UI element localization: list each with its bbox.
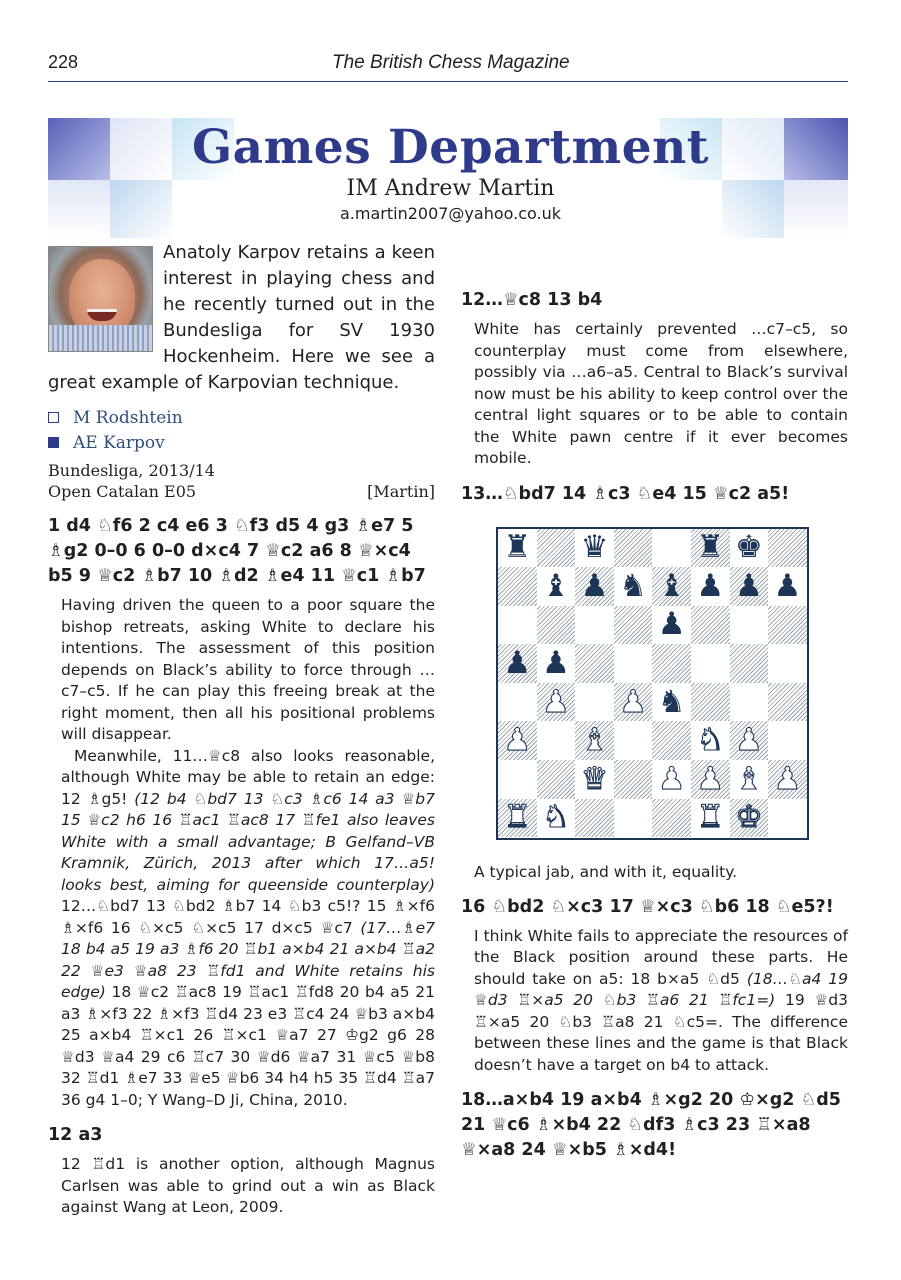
square-c8 [575,529,614,568]
note-paragraph: White has certainly prevented …c7–c5, so counterplay must come from elsewhere, possibly via …a6–a5. Central to Black’s survival now must be his ability to keep control over the central light squares or to be able to contain the White pawn centre if it ever becomes mobile. [474,320,848,467]
white-king-icon: ♚ [734,799,763,836]
players-block [48,406,435,456]
square-f8 [691,529,730,568]
annotator: [Martin] [367,482,435,501]
black-knight-icon: ♞ [619,567,647,604]
white-pawn-icon: ♟ [657,760,686,797]
square-a2 [498,760,537,799]
moves-16-18: 16 ♘bd2 ♘×c3 17 ♕×c3 ♘b6 18 ♘e5?! [461,896,834,917]
square-b2 [537,760,576,799]
square-a4 [498,683,537,722]
square-c3 [575,721,614,760]
square-b6 [537,606,576,645]
square-h7 [768,567,807,606]
white-player: M Rodshtein [73,408,183,428]
square-b3 [537,721,576,760]
note-paragraph [474,926,848,1077]
annotation-move-11 [48,595,435,1111]
move-12: 12 a3 [48,1125,103,1145]
square-g8 [730,529,769,568]
black-knight-icon: ♞ [657,683,686,720]
event-name: Bundesliga, 2013/14 [48,461,215,480]
square-h5 [768,644,807,683]
square-a6 [498,606,537,645]
white-pawn-icon: ♟ [541,683,570,720]
white-knight-icon: ♞ [696,722,725,759]
note-text: 12…♘bd7 13 ♘bd2 ♗b7 14 ♘b3 c5!? 15 ♗×f6 ♗×f6 16 ♘×c5 ♘×c5 17 d×c5 ♕c7 [61,897,435,937]
note-text: Meanwhile, 11…♕c8 also looks reasonable, although White may be able to retain an edge: 12 ♗g5! [61,746,435,808]
black-pawn-icon: ♟ [696,567,725,604]
white-bishop-icon: ♝ [580,722,609,759]
square-e3 [652,721,691,760]
left-column [48,240,435,1219]
magazine-title: The British Chess Magazine [332,52,570,73]
moves-13-15: 13…♘bd7 14 ♗c3 ♘e4 15 ♕c2 a5! [461,483,790,504]
opening-row [48,481,435,502]
intro-paragraph: Anatoly Karpov retains a keen interest in playing chess and he recently turned out in the Bundesliga for SV 1930 Hockenheim. Here we see a great example of Karpovian technique. [48,242,435,393]
square-h6 [768,606,807,645]
square-d8 [614,529,653,568]
event-info [48,460,435,502]
square-e7 [652,567,691,606]
running-head [48,48,848,82]
page-number: 228 [48,52,79,72]
white-rook-icon: ♜ [696,799,725,836]
white-pawn-icon: ♟ [773,760,802,797]
square-b5 [537,644,576,683]
black-pawn-icon: ♟ [657,606,686,643]
square-f2 [691,760,730,799]
square-c1 [575,799,614,838]
chess-board [498,529,807,838]
square-b4 [537,683,576,722]
note-paragraph [61,746,435,1112]
white-bishop-icon: ♝ [734,760,763,797]
note-paragraph: Having driven the queen to a poor square the bishop retreats, asking White to declare his intentions. The assessment of this position depends on Black’s ability to force through …c7–c5. If he can play this freeing break at the right moment, then all his positional problems will disappear. [61,596,435,743]
black-square-icon [48,437,59,448]
white-square-icon [48,412,59,423]
black-player: AE Karpov [73,433,165,453]
note-text: 19 ♕d3 ♖×a5 20 ♘b3 ♖a8 21 ♘c5=. The difference between these lines and the game is that Black doesn’t have a target on b4 to attack. [474,991,849,1074]
white-pawn-icon: ♟ [696,760,725,797]
annotation-move-13 [461,319,848,470]
square-g3 [730,721,769,760]
square-d2 [614,760,653,799]
page-title: Games Department [191,120,709,175]
square-b1 [537,799,576,838]
note-variation: (17…♗e7 18 b4 a5 19 a3 ♗f6 20 ♖b1 a×b4 21 a×b4 ♖a2 22 ♕e3 ♕a8 23 ♖fd1 and White retains his edge) [61,918,435,1001]
square-e6 [652,606,691,645]
black-king-icon: ♚ [734,529,763,566]
white-pawn-icon: ♟ [619,683,647,720]
white-pawn-icon: ♟ [503,722,532,759]
annotation-move-18 [461,926,848,1077]
square-f6 [691,606,730,645]
note-text: 18 ♕c2 ♖ac8 19 ♖ac1 ♖fd8 20 b4 a5 21 a3 ♗×f3 22 ♗×f3 ♖d4 23 e3 ♖c4 24 ♕b3 a×b4 25 a×b4 ♖×c1 26 ♖×c1 ♕a7 27 ♔g2 g6 28 ♕d3 ♕a4 29 c6 ♖c7 30 ♕d6 ♕a7 31 ♕c5 ♕b8 32 ♖d1 ♗e7 33 ♕e5 ♕b6 34 h4 h5 35 ♖d4 ♖a7 36 g4 1–0; Y Wang–D Ji, China, 2010. [61,983,435,1109]
square-h3 [768,721,807,760]
square-g5 [730,644,769,683]
square-g1 [730,799,769,838]
square-c4 [575,683,614,722]
annotation-move-12 [48,1154,435,1219]
square-h1 [768,799,807,838]
black-pawn-icon: ♟ [773,567,802,604]
square-a1 [498,799,537,838]
author-photo [48,246,153,352]
black-pawn-icon: ♟ [580,567,609,604]
square-a7 [498,567,537,606]
white-player-row [48,406,435,431]
white-queen-icon: ♛ [580,760,609,797]
author-name: IM Andrew Martin [346,176,555,201]
black-pawn-icon: ♟ [503,645,532,682]
square-d3 [614,721,653,760]
black-pawn-icon: ♟ [541,645,570,682]
square-d4 [614,683,653,722]
white-pawn-icon: ♟ [734,722,763,759]
square-c2 [575,760,614,799]
square-d7 [614,567,653,606]
square-d1 [614,799,653,838]
note-variation: (12 b4 ♘bd7 13 ♘c3 ♗c6 14 a3 ♕b7 15 ♕c2 h6 16 ♖ac1 ♖ac8 17 ♖fe1 also leaves White with a small advantage; B Gelfand–VB Kramnik, Zürich, 2013 after which 17…a5! looks best, aiming for queenside counterplay) [61,789,435,894]
right-column [461,236,848,1169]
square-h2 [768,760,807,799]
black-rook-icon: ♜ [696,529,725,566]
note-variation: (18…♘a4 19 ♕d3 ♖×a5 20 ♘b3 ♖a6 21 ♖fc1=) [474,969,848,1009]
square-f3 [691,721,730,760]
square-f5 [691,644,730,683]
shirt [49,325,152,351]
square-c7 [575,567,614,606]
black-rook-icon: ♜ [503,529,532,566]
black-player-row [48,431,435,456]
author-email: a.martin2007@yahoo.co.uk [339,204,562,223]
black-pawn-icon: ♟ [734,567,763,604]
note-paragraph: 12 ♖d1 is another option, although Magnus Carlsen was able to grind out a win as Black against Wang at Leon, 2009. [61,1155,435,1216]
square-h4 [768,683,807,722]
square-e8 [652,529,691,568]
square-d6 [614,606,653,645]
square-h8 [768,529,807,568]
black-queen-icon: ♛ [580,529,609,566]
square-e5 [652,644,691,683]
white-rook-icon: ♜ [503,799,532,836]
square-b7 [537,567,576,606]
square-a5 [498,644,537,683]
opening-name: Open Catalan E05 [48,482,197,501]
chess-diagram [496,527,809,840]
square-e1 [652,799,691,838]
square-c6 [575,606,614,645]
square-e2 [652,760,691,799]
square-c5 [575,644,614,683]
moves-1-11: 1 d4 ♘f6 2 c4 e6 3 ♘f3 d5 4 g3 ♗e7 5 ♗g2 0–0 6 0–0 d×c4 7 ♕c2 a6 8 ♕×c4 b5 9 ♕c2 ♗b7 10 ♗d2 ♗e4 11 ♕c1 ♗b7 [48,516,426,586]
black-bishop-icon: ♝ [541,567,570,604]
moves-12-13: 12…♕c8 13 b4 [461,290,603,310]
white-knight-icon: ♞ [541,799,570,836]
square-e4 [652,683,691,722]
square-b8 [537,529,576,568]
square-g6 [730,606,769,645]
square-a3 [498,721,537,760]
square-a8 [498,529,537,568]
moves-18-24: 18…a×b4 19 a×b4 ♗×g2 20 ♔×g2 ♘d5 21 ♕c6 ♗×b4 22 ♘df3 ♗c3 23 ♖×a8 ♕×a8 24 ♕×b5 ♗×d4! [461,1090,841,1160]
square-f7 [691,567,730,606]
square-d5 [614,644,653,683]
square-f1 [691,799,730,838]
square-g4 [730,683,769,722]
square-g7 [730,567,769,606]
square-g2 [730,760,769,799]
square-f4 [691,683,730,722]
black-bishop-icon: ♝ [657,567,686,604]
note-text: I think White fails to appreciate the resources of the Black position around these parts. He should take on a5: 18 b×a5 ♘d5 [474,926,848,988]
diagram-caption: A typical jab, and with it, equality. [474,862,738,881]
